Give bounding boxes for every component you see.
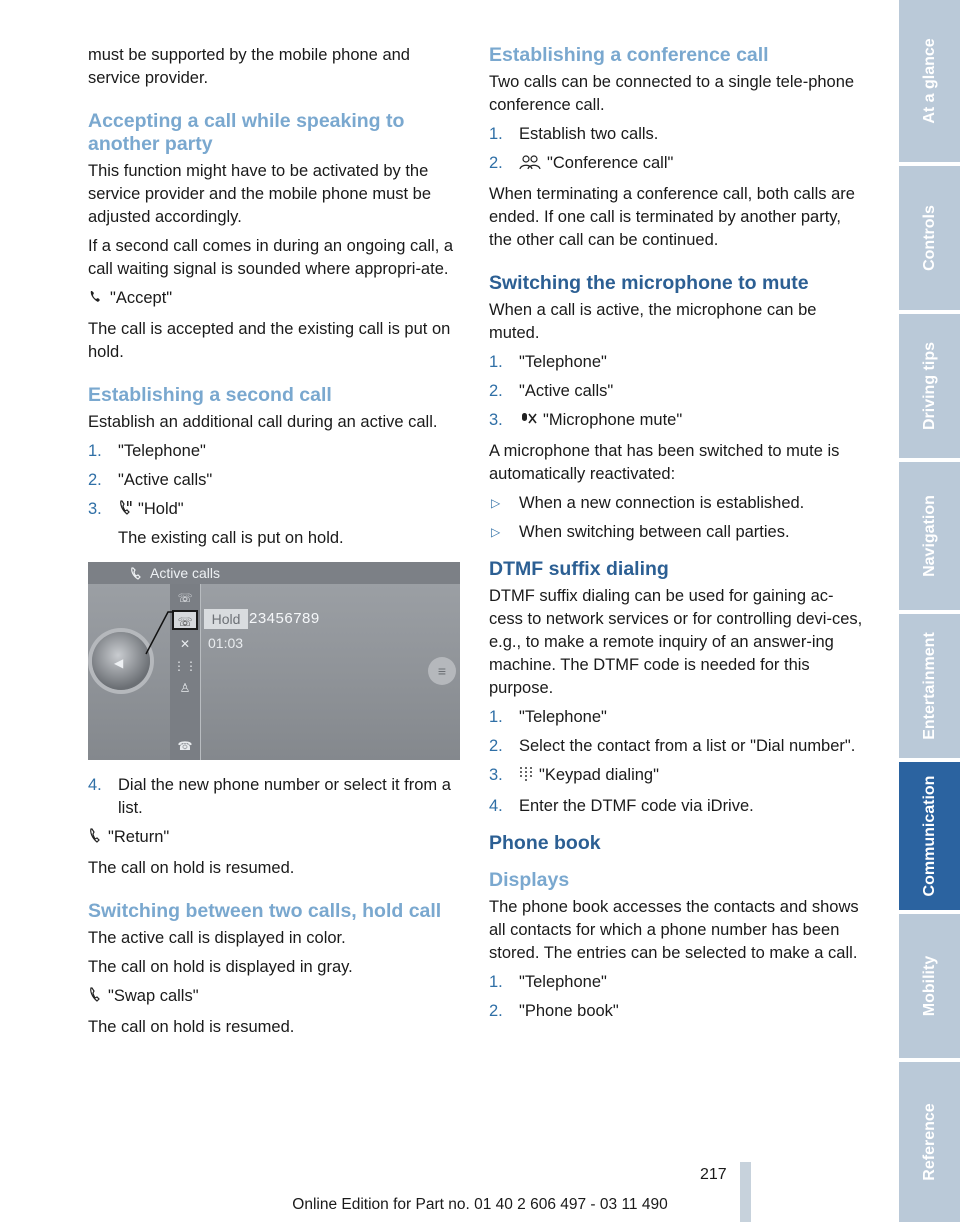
swap-line: "Swap calls" (88, 985, 464, 1010)
steps-list (88, 440, 464, 523)
paragraph: The call on hold is resumed. (88, 1018, 295, 1036)
conference-icon (519, 154, 541, 177)
tab-communication[interactable]: Communication (899, 762, 960, 910)
tab-entertainment[interactable]: Entertainment (899, 614, 960, 758)
accept-menu-icon: ☏ (177, 591, 193, 605)
paragraph: If a second call comes in during an ongoing call, a call waiting signal is sounded where appropri‐ate. (88, 237, 454, 278)
accept-line: "Accept" (88, 287, 464, 312)
conference-menu-icon: ♙ (179, 681, 191, 695)
footer-text: Online Edition for Part no. 01 40 2 606 497 - 03 11 490 (292, 1196, 668, 1213)
chapter-tabs (899, 0, 960, 1222)
step-subtext: The existing call is put on hold. (118, 529, 344, 547)
paragraph: Two calls can be connected to a single tele‐phone conference call. (489, 73, 855, 114)
intro-text: must be supported by the mobile phone and service provider. (88, 46, 410, 87)
options-knob-icon: ≡ (428, 657, 456, 685)
arrow-left-icon: ◀ (114, 656, 124, 670)
list-item: 1. "Telephone" (489, 708, 607, 726)
idrive-screenshot (88, 562, 460, 760)
screen-title: Active calls (88, 562, 460, 584)
list-item: 3. "Keypad dialing" (489, 764, 863, 789)
page-number: 217 (700, 1166, 727, 1183)
phone-accept-icon (88, 289, 104, 312)
heading-phone-book: Phone book (489, 832, 601, 854)
paragraph: When terminating a conference call, both calls are ended. If one call is terminated by another party, the other call can be continued. (489, 185, 855, 249)
paragraph: The active call is displayed in color. (88, 929, 346, 947)
paragraph: The phone book accesses the contacts and shows all contacts for which a phone number has been stored. The entries can be selected to make a call. (489, 898, 859, 962)
right-column (489, 44, 863, 1029)
paragraph: The call is accepted and the existing call is put on hold. (88, 320, 451, 361)
keypad-menu-icon: ⋮⋮ (173, 659, 197, 673)
heading-conference-call: Establishing a conference call (489, 44, 769, 66)
steps-list (489, 971, 863, 1023)
list-item: 3. "Hold" (88, 498, 464, 523)
list-item: ▷ When a new connection is established. (489, 492, 863, 515)
list-item: 2. "Active calls" (489, 382, 614, 400)
paragraph: The call on hold is resumed. (88, 859, 295, 877)
steps-list (489, 706, 863, 818)
heading-dtmf: DTMF suffix dialing (489, 558, 669, 580)
tab-at-a-glance[interactable]: At a glance (899, 0, 960, 162)
paragraph: The call on hold is displayed in gray. (88, 958, 353, 976)
end-call-menu-icon: ☎ (177, 739, 193, 753)
heading-mute: Switching the microphone to mute (489, 272, 809, 294)
phone-return-icon (88, 828, 102, 851)
paragraph: This function might have to be activated by the service provider and the mobile phone must be adjusted accordingly. (88, 162, 432, 226)
paragraph: Establish an additional call during an active call. (88, 413, 438, 431)
return-line: "Return" (88, 826, 464, 851)
list-item: 2. "Conference call" (489, 152, 863, 177)
tab-navigation[interactable]: Navigation (899, 462, 960, 610)
list-item: 2. "Phone book" (489, 1002, 619, 1020)
heading-switching-calls: Switching between two calls, hold call (88, 900, 442, 922)
paragraph: When a call is active, the microphone can be muted. (489, 301, 817, 342)
list-item: 2. Select the contact from a list or "Dial number". (489, 737, 856, 755)
tab-controls[interactable]: Controls (899, 166, 960, 310)
list-item: 4. Enter the DTMF code via iDrive. (489, 797, 754, 815)
keypad-icon (519, 766, 533, 789)
list-item: 1. "Telephone" (489, 353, 607, 371)
paragraph: DTMF suffix dialing can be used for gaining ac‐cess to network services or for controlling devi‐ces, e.g., to make a remote inquiry of an answer‐ing machine. The DTMF code is needed for this purpose. (489, 587, 863, 697)
mute-menu-icon: ✕ (179, 637, 191, 651)
list-item: 1. "Telephone" (88, 442, 206, 460)
tab-driving-tips[interactable]: Driving tips (899, 314, 960, 458)
call-timer: 01:03 (208, 635, 244, 651)
left-column (88, 44, 464, 1045)
phone-number: 23456789 (249, 610, 320, 627)
heading-accepting-call: Accepting a call while speaking to another party (88, 110, 405, 155)
steps-list (489, 351, 863, 434)
list-item: 1. "Telephone" (489, 973, 607, 991)
phone-hold-icon (118, 500, 132, 523)
steps-list (88, 774, 464, 820)
bullet-list (489, 492, 863, 544)
hold-menu-icon: ☏ (172, 610, 198, 630)
steps-list (489, 123, 863, 177)
paragraph: A microphone that has been switched to mute is automatically reactivated: (489, 442, 840, 483)
callout-line (88, 562, 460, 760)
tab-mobility[interactable]: Mobility (899, 914, 960, 1058)
phone-swap-icon (88, 987, 102, 1010)
triangle-bullet-icon: ▷ (491, 525, 501, 539)
list-item: 2. "Active calls" (88, 471, 213, 489)
triangle-bullet-icon: ▷ (491, 496, 501, 510)
list-item: 1. Establish two calls. (489, 125, 659, 143)
heading-second-call: Establishing a second call (88, 384, 332, 406)
microphone-mute-icon (519, 411, 537, 434)
tab-reference[interactable]: Reference (899, 1062, 960, 1222)
list-item: ▷ When switching between call parties. (489, 521, 863, 544)
hold-label: Hold (204, 609, 248, 629)
list-item: 3. "Microphone mute" (489, 409, 863, 434)
list-item: 4. Dial the new phone number or select it from a list. (88, 776, 451, 817)
heading-displays: Displays (489, 869, 570, 891)
